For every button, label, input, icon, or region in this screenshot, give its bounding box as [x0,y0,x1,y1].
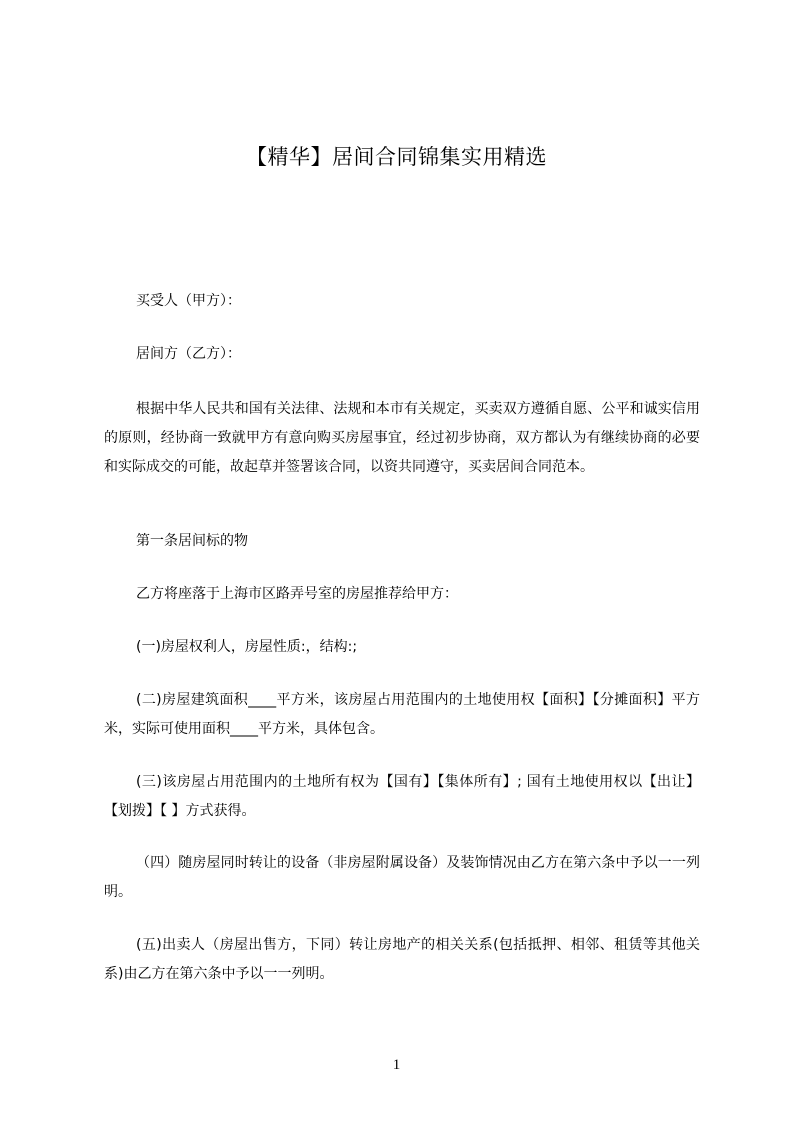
preamble-paragraph: 根据中华人民共和国有关法律、法规和本市有关规定，买卖双方遵循自愿、公平和诚实信用的原则，经协商一致就甲方有意向购买房屋事宜，经过初步协商，双方都认为有继续协商的必要和实际成交的可能，故起草并签署该合同，以资共同遵守，买卖居间合同范本。 [104,401,700,475]
document-title: 【精华】居间合同锦集实用精选 [246,145,547,169]
clause-1-paragraph: (一)房屋权利人，房屋性质:，结构:; [136,639,358,655]
broker-party-line: 居间方（乙方）： [136,346,241,362]
clause-4-paragraph: （四）随房屋同时转让的设备（非房屋附属设备）及装饰情况由乙方在第六条中予以一一列明。 [104,855,700,900]
property-recommendation-line: 乙方将座落于上海市区路弄号室的房屋推荐给甲方： [136,586,458,602]
article-one-heading: 第一条居间标的物 [136,533,248,549]
clause-5-paragraph: (五)出卖人（房屋出售方，下同）转让房地产的相关关系(包括抵押、相邻、租赁等其他关系)由乙方在第六条中予以一一列明。 [104,937,700,982]
page-number: 1 [392,1057,401,1073]
buyer-party-line: 买受人（甲方）： [136,293,241,309]
clause-2-paragraph: (二)房屋建筑面积____平方米，该房屋占用范围内的土地使用权【面积】【分摊面积】平方米，实际可使用面积____平方米，具体包含。 [104,692,700,737]
clause-3-paragraph: (三)该房屋占用范围内的土地所有权为【国有】【集体所有】; 国有土地使用权以【出让】【划拨】【 】方式获得。 [104,774,700,819]
